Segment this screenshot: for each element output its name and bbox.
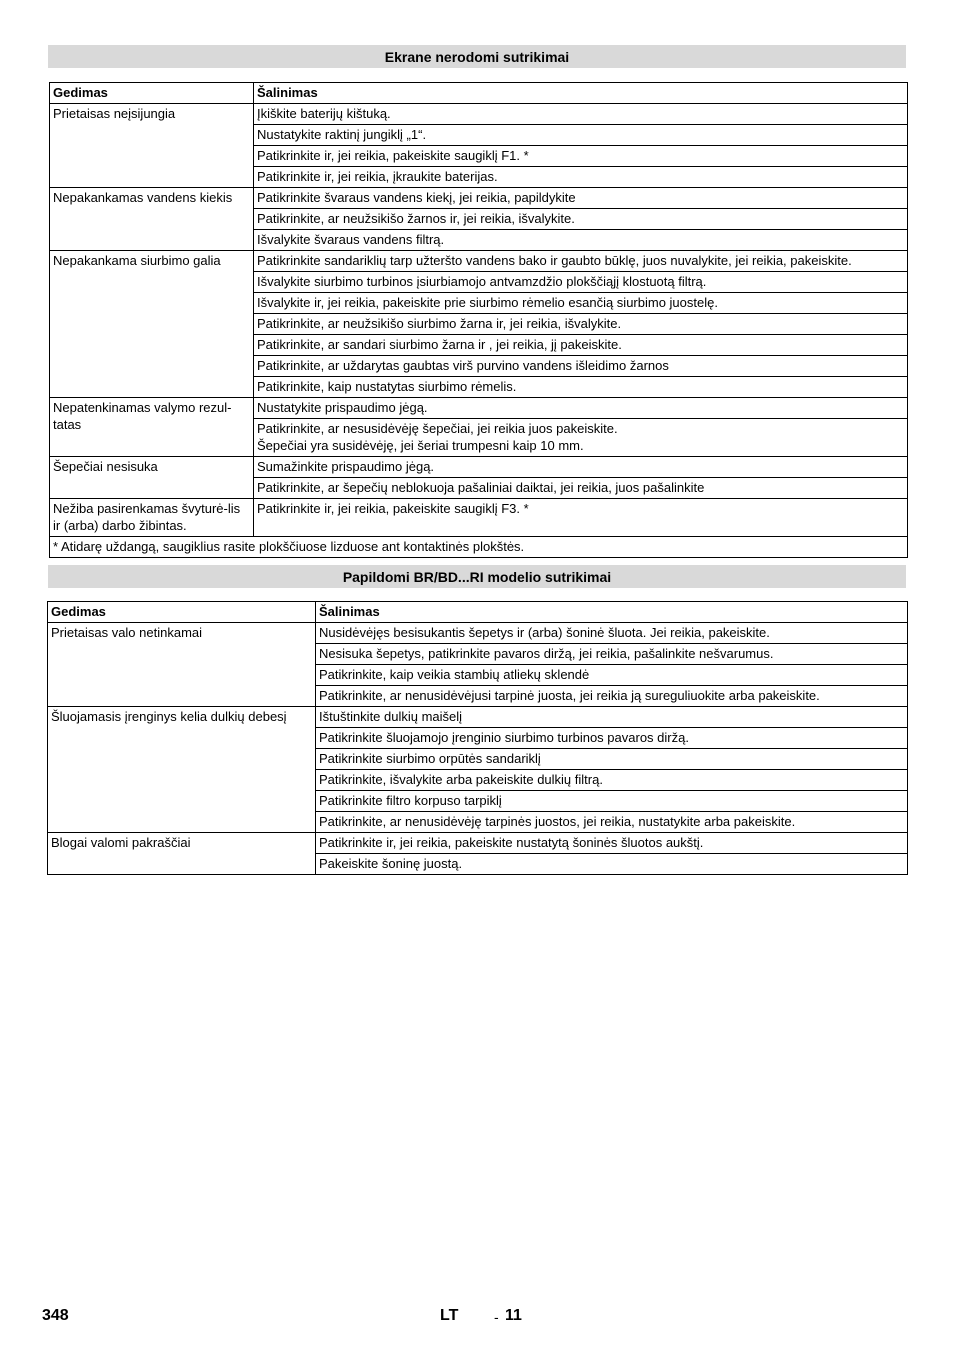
fault-cause: Blogai valomi pakraščiai — [48, 833, 316, 875]
section-title-model-faults: Papildomi BR/BD...RI modelio sutrikimai — [48, 565, 906, 588]
header-remedy: Šalinimas — [254, 83, 908, 104]
fault-remedy: Pakeiskite šoninę juostą. — [316, 854, 908, 875]
fault-remedy: Nustatykite prispaudimo jėgą. — [254, 398, 908, 419]
fault-remedy: Patikrinkite švaraus vandens kiekį, jei reikia, papildykite — [254, 188, 908, 209]
fault-remedy: Patikrinkite, ar nenusidėvėję tarpinės juostos, jei reikia, nustatykite arba pakeiskite. — [316, 812, 908, 833]
fault-remedy: Patikrinkite, ar sandari siurbimo žarna ir , jei reikia, jį pakeiskite. — [254, 335, 908, 356]
fault-cause: Šluojamasis įrenginys kelia dulkių debesį — [48, 707, 316, 833]
fault-remedy: Išvalykite siurbimo turbinos įsiurbiamojo antvamzdžio plokščiąjį klostuotą filtrą. — [254, 272, 908, 293]
troubleshooting-table-2 — [47, 601, 908, 875]
fault-remedy: Patikrinkite, ar uždarytas gaubtas virš purvino vandens išleidimo žarnos — [254, 356, 908, 377]
table-row — [48, 623, 908, 644]
fault-remedy: Nustatykite raktinį jungiklį „1“. — [254, 125, 908, 146]
table-row — [50, 251, 908, 272]
fault-remedy: Patikrinkite ir, jei reikia, pakeiskite nustatytą šoninės šluotos aukštį. — [316, 833, 908, 854]
fault-remedy: Patikrinkite, ar nesusidėvėję šepečiai, jei reikia juos pakeiskite. Šepečiai yra susidėvėję, jei šeriai trumpesni kaip 10 mm. — [254, 419, 908, 457]
section-title-display-faults: Ekrane nerodomi sutrikimai — [48, 45, 906, 68]
fault-cause: Nepakankamas vandens kiekis — [50, 188, 254, 251]
fault-remedy: Patikrinkite, ar neužsikišo siurbimo žarna ir, jei reikia, išvalykite. — [254, 314, 908, 335]
language-code: LT — [440, 1307, 459, 1324]
fault-remedy: Ištuštinkite dulkių maišelį — [316, 707, 908, 728]
fault-remedy: Patikrinkite, ar šepečių neblokuoja pašaliniai daiktai, jei reikia, juos pašalinkite — [254, 478, 908, 499]
fault-remedy: Sumažinkite prispaudimo jėgą. — [254, 457, 908, 478]
footnote-row — [50, 537, 908, 558]
footnote: * Atidarę uždangą, saugiklius rasite plokščiuose lizduose ant kontaktinės plokštės. — [50, 537, 908, 558]
fault-remedy: Patikrinkite ir, jei reikia, pakeiskite saugiklį F1. * — [254, 146, 908, 167]
table-row — [48, 833, 908, 854]
fault-remedy: Nesisuka šepetys, patikrinkite pavaros diržą, jei reikia, pašalinkite nešvarumus. — [316, 644, 908, 665]
section-number: 11 — [505, 1307, 522, 1324]
fault-remedy: Patikrinkite, kaip nustatytas siurbimo rėmelis. — [254, 377, 908, 398]
fault-cause: Šepečiai nesisuka — [50, 457, 254, 499]
fault-remedy: Patikrinkite, išvalykite arba pakeiskite dulkių filtrą. — [316, 770, 908, 791]
fault-remedy: Patikrinkite, ar nenusidėvėjusi tarpinė juosta, jei reikia ją sureguliuokite arba pakeiskite. — [316, 686, 908, 707]
fault-remedy: Įkiškite baterijų kištuką. — [254, 104, 908, 125]
fault-cause: Nepatenkinamas valymo rezul-tatas — [50, 398, 254, 457]
fault-cause: Prietaisas valo netinkamai — [48, 623, 316, 707]
fault-remedy: Išvalykite ir, jei reikia, pakeiskite prie siurbimo rėmelio esančią siurbimo juostelę. — [254, 293, 908, 314]
table-row — [50, 499, 908, 537]
fault-cause: Prietaisas neįsijungia — [50, 104, 254, 188]
fault-remedy: Nusidėvėjęs besisukantis šepetys ir (arba) šoninė šluota. Jei reikia, pakeiskite. — [316, 623, 908, 644]
fault-remedy: Patikrinkite, kaip veikia stambių atliekų sklendė — [316, 665, 908, 686]
troubleshooting-table-1 — [49, 82, 908, 558]
fault-remedy: Patikrinkite ir, jei reikia, įkraukite baterijas. — [254, 167, 908, 188]
page-number: 348 — [42, 1307, 69, 1324]
table-row — [50, 188, 908, 209]
header-cause: Gedimas — [48, 602, 316, 623]
header-cause: Gedimas — [50, 83, 254, 104]
fault-cause: Nepakankama siurbimo galia — [50, 251, 254, 398]
header-remedy: Šalinimas — [316, 602, 908, 623]
table-row — [50, 457, 908, 478]
fault-remedy: Patikrinkite ir, jei reikia, pakeiskite saugiklį F3. * — [254, 499, 908, 537]
table-row — [50, 104, 908, 125]
fault-remedy: Patikrinkite siurbimo orpūtės sandariklį — [316, 749, 908, 770]
fault-remedy: Patikrinkite sandariklių tarp užteršto vandens bako ir gaubto būklę, juos nuvalykite, jei reikia, pakeiskite. — [254, 251, 908, 272]
table-header-row — [48, 602, 908, 623]
fault-remedy: Patikrinkite, ar neužsikišo žarnos ir, jei reikia, išvalykite. — [254, 209, 908, 230]
fault-remedy: Patikrinkite filtro korpuso tarpiklį — [316, 791, 908, 812]
fault-cause: Nežiba pasirenkamas švyturė-lis ir (arba) darbo žibintas. — [50, 499, 254, 537]
footer-dash: - — [494, 1309, 499, 1325]
fault-remedy: Patikrinkite šluojamojo įrenginio siurbimo turbinos pavaros diržą. — [316, 728, 908, 749]
table-row — [50, 398, 908, 419]
fault-remedy: Išvalykite švaraus vandens filtrą. — [254, 230, 908, 251]
table-row — [48, 707, 908, 728]
table-header-row — [50, 83, 908, 104]
